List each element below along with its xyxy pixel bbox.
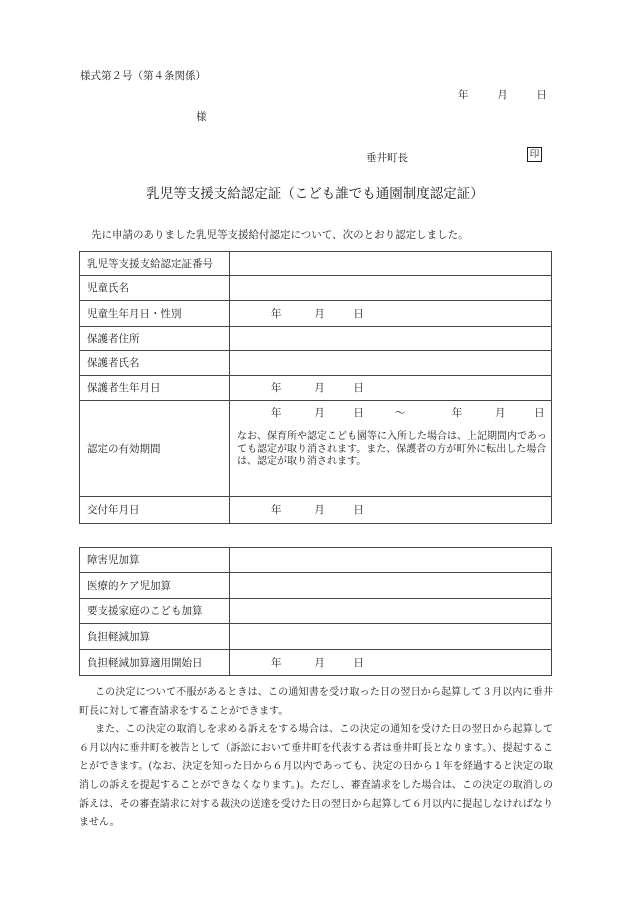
table-row — [80, 624, 552, 650]
issue-date-field — [230, 497, 552, 524]
table-row — [80, 252, 552, 276]
row-label-child-name: 児童氏名 — [80, 276, 230, 301]
start-year: 年 — [271, 656, 282, 669]
guardian-name-field — [230, 351, 552, 376]
issue-month: 月 — [314, 504, 325, 516]
table-row — [80, 650, 552, 676]
intro-text: 先に申請のありました乳児等支援給付認定について、次のとおり認定しました。 — [91, 229, 469, 241]
table-row — [80, 301, 552, 327]
disability-addition-field — [230, 548, 552, 573]
valid-from-day: 日 — [353, 407, 364, 419]
row-label-validity-period: 認定の有効期間 — [80, 401, 230, 497]
guardian-birth-month: 月 — [314, 382, 325, 394]
child-name-field — [230, 276, 552, 301]
document-date — [458, 87, 547, 102]
date-year: 年 — [458, 89, 469, 101]
row-label-guardian-birthdate: 保護者生年月日 — [80, 376, 230, 401]
row-label-support-family-addition: 要支援家庭のこども加算 — [80, 599, 230, 624]
child-birthdate-field — [230, 301, 552, 327]
addressee-suffix: 様 — [196, 111, 207, 123]
row-label-issue-date: 交付年月日 — [80, 497, 230, 524]
cert-number-field — [230, 252, 552, 276]
table-row — [80, 497, 552, 524]
validity-note: なお、保育所や認定こども園等に入所した場合は、上記期間内であっても認定が取り消されます。また、保護者の方が町外に転出した場合は、認定が取り消されます。 — [237, 431, 547, 467]
date-month: 月 — [497, 89, 508, 101]
row-label-child-birthdate: 児童生年月日・性別 — [80, 301, 230, 327]
additions-table — [79, 547, 552, 676]
table-row — [80, 376, 552, 401]
table-row — [80, 351, 552, 376]
row-label-guardian-address: 保護者住所 — [80, 327, 230, 351]
row-label-medical-care-addition: 医療的ケア児加算 — [80, 573, 230, 599]
start-day: 日 — [353, 656, 364, 669]
valid-from-month: 月 — [314, 407, 325, 419]
table-row — [80, 327, 552, 351]
table-row — [80, 276, 552, 301]
issuer-name: 垂井町長 — [366, 152, 408, 164]
row-label-burden-reduction-start: 負担軽減加算適用開始日 — [80, 650, 230, 676]
guardian-address-field — [230, 327, 552, 351]
row-label-guardian-name: 保護者氏名 — [80, 351, 230, 376]
row-label-cert-number: 乳児等支援支給認定証番号 — [80, 252, 230, 276]
appeal-notice — [79, 684, 553, 833]
appeal-paragraph-2: また、この決定の取消しを求める訴えをする場合は、この決定の通知を受けた日の翌日から起算して６月以内に垂井町を被告として（訴訟において垂井町を代表する者は垂井町長となります。）、提起することができます。(なお、決定を知った日から６月以内であっても、決定の日から１年を経過すると決定の取消しの訴えを提起することができなくなります。)。ただし、審査請求をした場合は、この決定の取消しの訴えは、その審査請求に対する裁決の送達を受けた日の翌日から起算して６月以内に提起しなければなりません。 — [79, 724, 553, 829]
validity-period-field — [230, 401, 552, 497]
guardian-birth-year: 年 — [271, 382, 282, 394]
birth-day: 日 — [353, 307, 364, 320]
burden-reduction-start-field — [230, 650, 552, 676]
table-row — [80, 548, 552, 573]
seal-mark: 印 — [527, 147, 542, 162]
validity-tilde: ～ — [394, 407, 406, 419]
row-label-disability-addition: 障害児加算 — [80, 548, 230, 573]
start-month: 月 — [314, 656, 325, 669]
birth-month: 月 — [314, 307, 325, 320]
burden-reduction-field — [230, 624, 552, 650]
document-title: 乳児等支援支給認定証（こども誰でも通園制度認定証） — [146, 186, 484, 202]
guardian-birthdate-field — [230, 376, 552, 401]
issue-year: 年 — [271, 504, 282, 516]
certificate-table — [79, 251, 552, 524]
issue-day: 日 — [353, 504, 364, 516]
guardian-birth-day: 日 — [353, 382, 364, 394]
birth-year: 年 — [271, 307, 282, 320]
appeal-paragraph-1: この決定について不服があるときは、この通知書を受け取った日の翌日から起算して３月以内に垂井町長に対して審査請求をすることができます。 — [79, 687, 553, 717]
valid-to-day: 日 — [534, 407, 545, 419]
table-row — [80, 573, 552, 599]
date-day: 日 — [536, 89, 547, 101]
table-row — [80, 599, 552, 624]
valid-from-year: 年 — [271, 407, 282, 419]
valid-to-month: 月 — [494, 407, 506, 419]
support-family-addition-field — [230, 599, 552, 624]
valid-to-year: 年 — [451, 407, 463, 419]
table-row — [80, 401, 552, 497]
medical-care-addition-field — [230, 573, 552, 599]
form-number: 様式第２号（第４条関係） — [80, 70, 206, 82]
row-label-burden-reduction: 負担軽減加算 — [80, 624, 230, 650]
